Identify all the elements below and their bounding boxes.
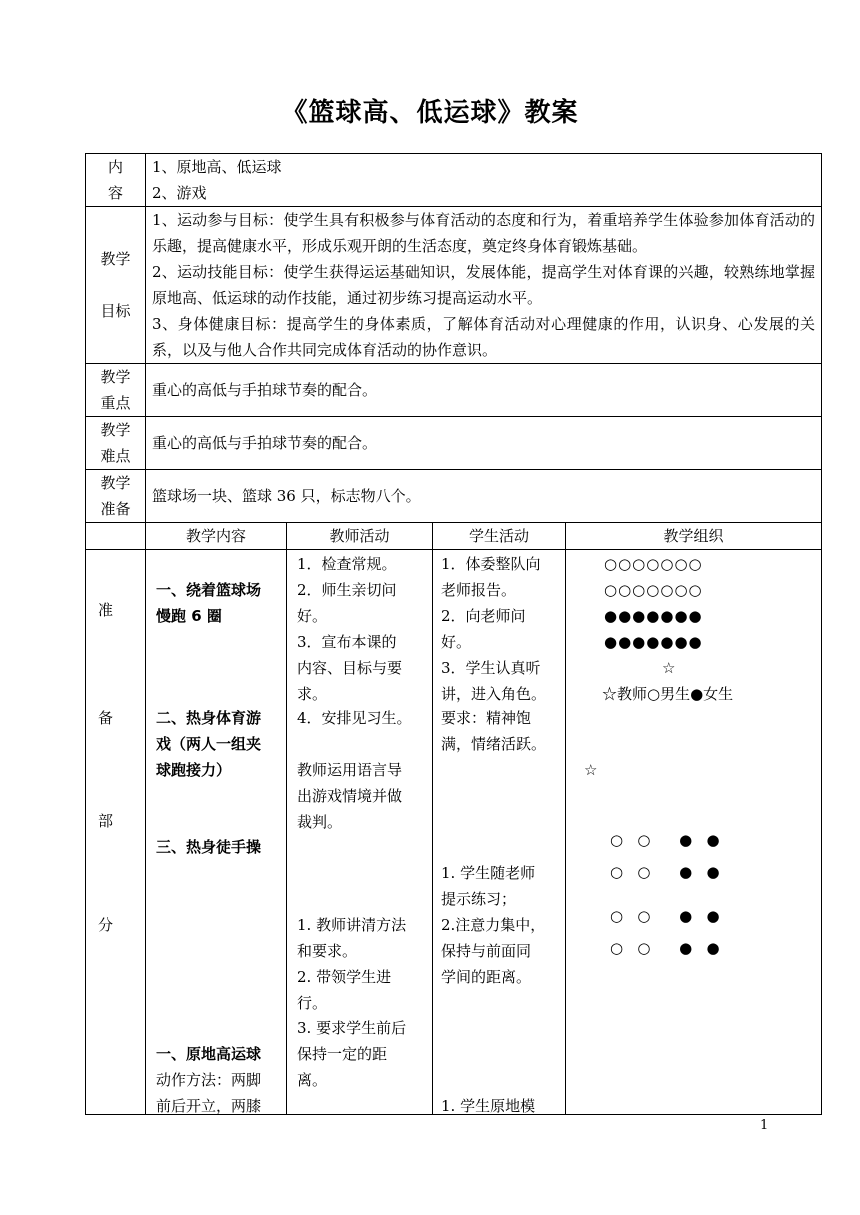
header-teacher: 教师活动: [287, 523, 433, 550]
formation-row-girls-1: ●●●●●●●: [604, 607, 703, 625]
teacher-star-icon: ☆: [662, 659, 676, 677]
content-text: 1、原地高、低运球 2、游戏: [146, 154, 822, 207]
teacher-star-icon-2: ☆: [584, 761, 598, 779]
formation-grid-row-3: ○ ○ ● ●: [610, 907, 720, 925]
formation-row-boys-1: ○○○○○○○: [604, 555, 703, 573]
difficulty-text: 重心的高低与手拍球节奏的配合。: [146, 417, 822, 470]
formation-row-boys-2: ○○○○○○○: [604, 581, 703, 599]
page-number: 1: [760, 1118, 769, 1133]
formation-grid-row-1: ○ ○ ● ●: [610, 831, 720, 849]
content-column: 一、绕着篮球场 慢跑 6 圈 二、热身体育游 戏（两人一组夹 球跑接力） 三、热身徒手操 一、原地高运球 动作方法：两脚 前后开立，两膝: [146, 550, 287, 1115]
formation-grid-row-4: ○ ○ ● ●: [610, 939, 720, 957]
label-goals: 教学 目标: [86, 207, 146, 364]
formation-grid-row-2: ○ ○ ● ●: [610, 863, 720, 881]
header-row: [86, 523, 822, 550]
row-difficulty: [86, 417, 822, 470]
label-difficulty: 教学 难点: [86, 417, 146, 470]
header-student: 学生活动: [433, 523, 566, 550]
label-content: 内 容: [86, 154, 146, 207]
row-goals: [86, 207, 822, 364]
header-org: 教学组织: [566, 523, 822, 550]
section-label: 准 备 部 分: [86, 550, 146, 1115]
goals-text: 1、运动参与目标：使学生具有积极参与体育活动的态度和行为，着重培养学生体验参加体育活动的乐趣，提高健康水平，形成乐观开朗的生活态度，奠定终身体育锻炼基础。 2、运动技能目标：使学生获得运运基础知识，发展体能，提高学生对体育课的兴趣，较熟练地掌握原地高、低运球的动作技能，通过初步练习提高运动水平。 3、身体健康目标：提高学生的身体素质，了解体育活动对心理健康的作用，认识身、心发展的关系，以及与他人合作共同完成体育活动的协作意识。: [146, 207, 822, 364]
student-column: 1．体委整队向 老师报告。 2．向老师问 好。 3．学生认真听 讲，进入角色。 要求：精神饱 满，情绪活跃。 1. 学生随老师 提示练习； 2.注意力集中， 保持与前面同 学间的距离。 1. 学生原地模: [433, 550, 566, 1115]
label-key: 教学 重点: [86, 364, 146, 417]
main-row: [86, 550, 822, 1115]
prep-text: 篮球场一块、篮球 36 只，标志物八个。: [146, 470, 822, 523]
legend: ☆教师○男生●女生: [602, 685, 734, 703]
organization-column: [566, 550, 822, 1115]
row-content: [86, 154, 822, 207]
row-prep: [86, 470, 822, 523]
label-prep: 教学 准备: [86, 470, 146, 523]
header-content: 教学内容: [146, 523, 287, 550]
formation-row-girls-2: ●●●●●●●: [604, 633, 703, 651]
lesson-plan-table: [85, 153, 822, 1115]
key-text: 重心的高低与手拍球节奏的配合。: [146, 364, 822, 417]
teacher-column: 1．检查常规。 2．师生亲切问 好。 3．宣布本课的 内容、目标与要 求。 4．安排见习生。 教师运用语言导 出游戏情境并做 裁判。 1. 教师讲清方法 和要求。 2. 带领学生进 行。 3. 要求学生前后 保持一定的距 离。: [287, 550, 433, 1115]
row-key: [86, 364, 822, 417]
document-title: 《篮球高、低运球》教案: [281, 98, 579, 128]
